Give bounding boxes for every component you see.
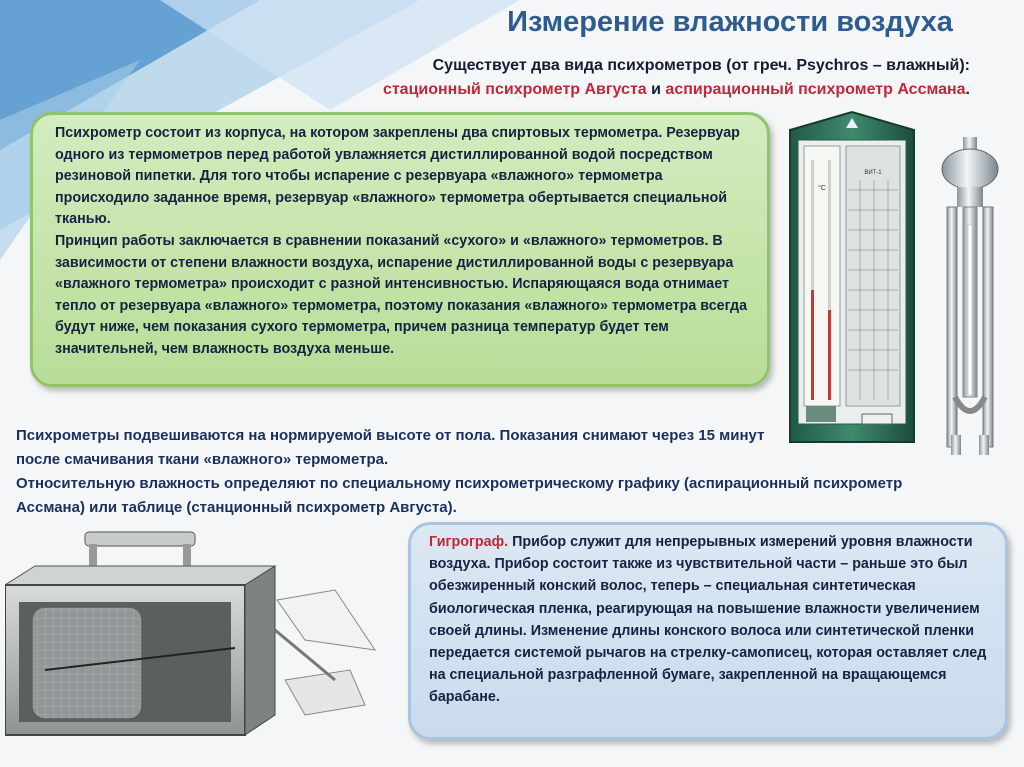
subtitle: [270, 54, 970, 102]
psychrometer-usage-text: [16, 424, 946, 520]
hygrograph-description: [411, 525, 1005, 709]
hygrograph-text: Прибор служит для непрерывных измерений уровня влажности воздуха. Прибор состоит также из чувствительной части – раньше это был обезжиренный конский волос, теперь – специальная синтетическая биологическая пленка, реагирующая на повышение влажности увеличением своей длины. Изменение длины конского волоса или синтетической пленки передается системой рычагов на стрелку-самописец, которая оставляет след на специальной разграфленной бумаге, закрепленной на вращающемся барабане.: [429, 534, 987, 706]
subtitle-dot: .: [965, 81, 970, 98]
unit-label: °C: [818, 185, 826, 192]
subtitle-line1: Существует два вида психрометров (от греч. Psychros – влажный):: [432, 57, 970, 74]
hygrograph-description-box: [408, 522, 1008, 740]
psychrometer-description: Психрометр состоит из корпуса, на котором закреплены два спиртовых термометра. Резервуар одного из термометров перед работой увлажняется дистиллированной водой посредством резиновой пипетки. Для того чтобы испарение с резервуара «влажного» термометра происходило заданное время, резервуар «влажного» термометра обертывается специальной тканью.: [55, 125, 740, 228]
model-label: ВИТ-1: [864, 170, 882, 176]
hygrograph-term: Гигрограф.: [429, 534, 509, 550]
subtitle-conjunction: и: [646, 81, 666, 98]
august-psychrometer-image: [782, 110, 922, 450]
subtitle-line2: [270, 78, 970, 102]
psychrometer-principle: Принцип работы заключается в сравнении показаний «сухого» и «влажного» термометров. В зависимости от степени влажности воздуха, испарение дистиллированной воды с резервуара «влажного термометра» происходит с разной интенсивностью. Испаряющаяся вода отнимает тепло от резервуара «влажного» термометра, поэтому показания «влажного» термометра всегда будут ниже, чем показания сухого термометра, причем разница температур будет тем значительней, чем влажность воздуха меньше.: [55, 232, 748, 357]
assman-psychrometer-image: [935, 135, 1005, 460]
usage-line1: Психрометры подвешиваются на нормируемой высоте от пола. Показания снимают через 15 минут после смачивания ткани «влажного» термометра.: [16, 427, 765, 468]
psychrometer-description-box: [30, 112, 770, 387]
usage-line2: Относительную влажность определяют по специальному психрометрическому графику (аспирационный психрометр Ассмана) или таблице (станционный психрометр Августа).: [16, 475, 903, 516]
assman-psychrometer-term: аспирационный психрометр Ассмана: [665, 81, 966, 98]
hygrograph-image: [5, 530, 390, 750]
page-title: Измерение влажности воздуха: [507, 6, 953, 38]
august-psychrometer-term: стационный психрометр Августа: [382, 81, 647, 98]
